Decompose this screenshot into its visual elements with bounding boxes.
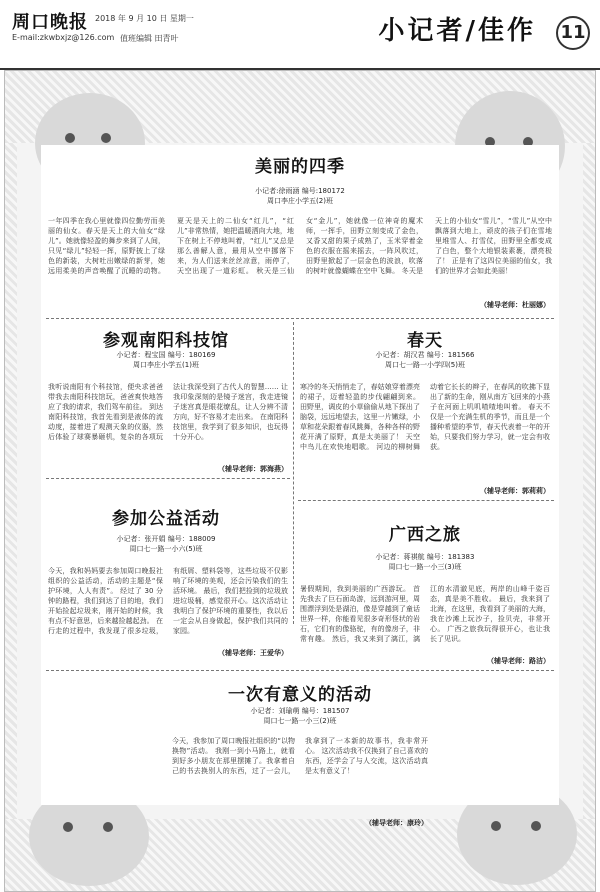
article-body: 我听说南阳有个科技馆，便央求爸爸带我去南阳科技馆玩，爸爸爽快地答应了我的请求，我们驾车前往。 到达南阳科技馆，我首先看到是液体的流动度，接着进了观测天象的仪器，然后体验了球赛暴砸机，复杂的各项玩法让我深受到了古代人的智慧…… 让我印象深刻的是镜子迷宫，我走进镜子迷宫真是眼花缭乱，让人分辨不清方向，好不容易才走出来。 在南阳科技馆里，我学到了很多知识，也玩得十分开心。 [48, 383, 288, 441]
byline-reporter: 小记者：蒋祺航 编号：181383 [375, 553, 475, 561]
byline-school: 周口七一路一小学四(5)班 [385, 361, 465, 369]
divider [298, 500, 554, 501]
column-divider [293, 322, 294, 624]
article-teacher: （辅导老师：郭莉莉） [480, 487, 550, 495]
article-byline [190, 706, 410, 726]
article-teacher: （辅导老师：杜丽娜） [480, 301, 550, 309]
newspaper-name: 周口晚报 [12, 12, 88, 33]
article-teacher: （辅导老师：路洁） [487, 657, 550, 665]
article-title: 参观南阳科技馆 [103, 331, 229, 351]
byline-reporter: 小记者：胡汉君 编号：181566 [375, 351, 475, 359]
article-title: 参加公益活动 [112, 509, 220, 529]
article-byline [170, 186, 430, 206]
byline-reporter: 小记者：程宝国 编号：180169 [116, 351, 216, 359]
article-byline [66, 350, 266, 370]
contact-email: E-mail:zkwbxjz@126.com [12, 33, 115, 42]
frame-pattern-left [5, 143, 17, 819]
byline-reporter: 小记者：张开娟 编号：188009 [116, 535, 216, 543]
article-body: 今天，我和妈妈要去参加周口晚报社组织的公益活动，活动的主题是“保护环境，人人有责”。 经过了 30 分钟的路程，我们到达了目的地，我们开始捡起垃圾来，刚开始的时候，我有点不好意思，后来越捡越起劲。 在行走的过程中，我发现了很多垃圾，有纸屑、塑料袋等，这些垃圾不仅影响了环境的美观，还会污染我们的生活环境。 最后，我们把捡到的垃圾放进垃圾桶，感觉很开心。这次活动让我明白了保护环境的重要性，我以后一定会从自身做起，保护我们共同的家园。 [48, 567, 288, 635]
section-title: 小记者/佳作 [378, 16, 536, 46]
byline-school: 周口七一路一小六(5)班 [129, 545, 203, 553]
byline-school: 周口七一路一小三(3)班 [388, 563, 462, 571]
issue-date: 2018 年 9 月 10 日 星期一 [95, 14, 194, 23]
article-title: 春天 [407, 331, 443, 351]
article-teacher: （辅导老师：王爱华） [218, 649, 288, 657]
byline-school: 周口李庄小学五(1)班 [133, 361, 199, 369]
divider [46, 670, 554, 671]
article-teacher: （辅导老师：郭海燕） [218, 465, 288, 473]
article-body: 一年四季在我心里就像四位勤劳而美丽的仙女。春天是天上的大仙女“绿儿”。她就像轻盈的舞步来到了人间，只见“绿儿”轻轻一挥，原野披上了绿色的新装，大树吐出嫩绿的新芽，她远用柔美的声音唤醒了沉睡的动物。 夏天是天上的二仙女“红儿”，“红儿”非常热情，她把温暖洒向大地，地下在树上不停地叫着，“红儿”又总是那么善解人意，最用从空中挪落下来，为人们送来丝丝凉意，雨停了，天空出现了一道彩虹。 秋天是三仙女“金儿”，她就像一位神奇的魔术师，一挥手，田野立刻变成了金色，又香又甜的果子成熟了，玉米穿着金色的衣服在摇来摇去，一阵风吹过，田野里掀起了一层金色的波浪，吹落的树叶就像蝴蝶在空中飞舞。 冬天是天上的小仙女“雪儿”，“雪儿”从空中飘落到大地上，顽皮的孩子们在雪地里堆雪人、打雪仗，田野里全都变成了白色，整个大地银装素裹，漂亮极了！ 正是有了这四位美丽的仙女，我们的世界才会如此美丽！ [48, 217, 552, 275]
byline-reporter: 小记者：刘瑜萌 编号：181507 [250, 707, 350, 715]
article-byline [325, 350, 525, 370]
divider [46, 478, 290, 479]
page-header [0, 0, 600, 70]
article-byline [66, 534, 266, 554]
byline-school: 周口李庄小学五(2)班 [267, 197, 333, 205]
article-teacher: （辅导老师：康玲） [365, 819, 428, 827]
article-title: 美丽的四季 [255, 157, 345, 177]
article-body: 今天，我参加了周口晚报社组织的“以物换物”活动。 我刚一到小马路上，就看到好多小朋友在那里摆摊了。我拿着自己的书去换别人的东西，过了一会儿，我拿到了一本新的故事书，我非常开心。 这次活动我不仅换到了自己喜欢的东西，还学会了与人交流，这次活动真是太有意义了！ [172, 737, 428, 775]
duty-editor: 值班编辑 田青叶 [120, 34, 179, 43]
divider [46, 318, 554, 319]
article-body: 寒冷的冬天悄悄走了，春姑娘穿着漂亮的裙子，迈着轻盈的步伐翩翩到来。 田野里，调皮的小草偷偷从地下探出了脑袋，远远地望去，这里一片嫩绿，小草和花朵跟着春风跳舞，各种各样的野花开满了原野，真是太美丽了！ 天空中鸟儿在欢快地唱歌。 河边的柳树舞动着它长长的辫子，在春风的吹拂下显出了新的生命，刚从南方飞回来的小燕子在河面上叽叽喳喳地叫着。 春天不仅是一个充满生机的季节，而且是一个播种希望的季节，春天代表着一年的开始，只要我们努力学习，就一定会有收获。 [300, 383, 550, 451]
article-body: 暑假期间，我到美丽的广西游玩。 首先我去了巨石面岛游，远到游河里，周围漂浮到处是湖泊，像是穿越到了童话世界一样，你能看见很多奇形怪状的岩石，它们有的像骆驼，有的像房子，非常有趣。 然后，我又来到了漓江，漓江的水清澈见底，两岸的山峰千姿百态，真是美不胜收。 最后，我来到了北海，在这里，我看到了美丽的大海，我在沙滩上玩沙子，捡贝壳，非常开心。 广西之旅我玩得很开心，也让我长了见识。 [300, 585, 550, 643]
article-title: 一次有意义的活动 [228, 685, 372, 705]
page-number: 11 [556, 16, 590, 50]
article-title: 广西之旅 [389, 525, 461, 545]
frame-pattern-right [583, 143, 595, 819]
byline-school: 周口七一路一小三(2)班 [263, 717, 337, 725]
article-byline [325, 552, 525, 572]
byline-reporter: 小记者:徐雨涵 编号:180172 [255, 187, 345, 195]
